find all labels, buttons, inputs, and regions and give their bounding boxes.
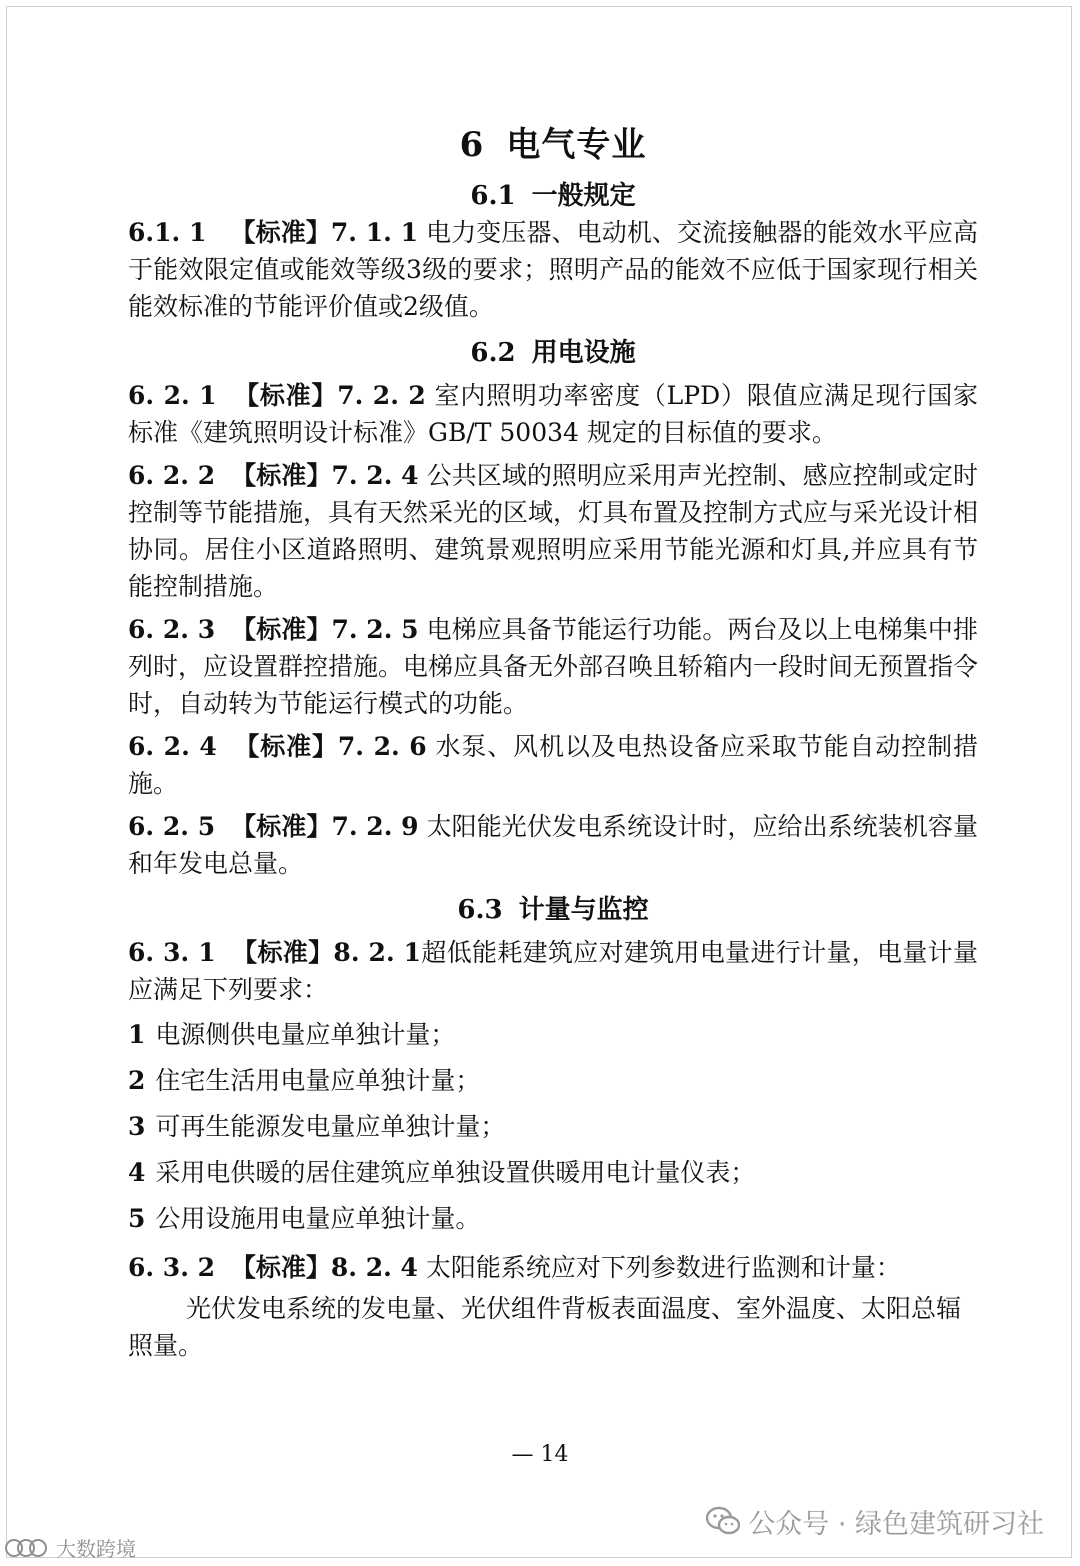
wechat-icon bbox=[706, 1506, 740, 1545]
clause-number: 6. 2. 3 bbox=[128, 615, 216, 644]
list-item-text: 可再生能源发电量应单独计量； bbox=[155, 1112, 506, 1141]
clause-number: 6. 3. 1 bbox=[128, 938, 216, 967]
clause-text: 电力变压器、电动机、交流接触器的能效水平应高于能效限定值或能效等级3级的要求；照明产品的能效不应低于国家现行相关能效标准的节能评价值或2级值。 bbox=[128, 218, 979, 321]
clause-6-2-2 bbox=[128, 457, 978, 605]
document-body bbox=[128, 112, 978, 1364]
list-item-text: 电源侧供电量应单独计量； bbox=[155, 1020, 456, 1049]
list-item bbox=[128, 1016, 978, 1053]
list-item bbox=[128, 1200, 978, 1237]
clause-reference: 【标准】8. 2. 1 bbox=[232, 938, 422, 967]
clause-text: 室内照明功率密度（LPD）限值应满足现行国家标准《建筑照明设计标准》GB/T 50034 规定的目标值的要求。 bbox=[128, 381, 979, 447]
section-title-6-1 bbox=[128, 178, 978, 214]
list-item bbox=[128, 1154, 978, 1191]
clause-6-2-4 bbox=[128, 728, 978, 802]
section-title-6-2 bbox=[128, 335, 978, 371]
clause-number: 6. 2. 1 bbox=[128, 381, 217, 410]
section-number: 6.2 bbox=[470, 338, 516, 368]
clause-6-2-3 bbox=[128, 611, 978, 722]
clause-text: 电梯应具备节能运行功能。两台及以上电梯集中排列时，应设置群控措施。电梯应具备无外部召唤且轿箱内一段时间无预置指令时，自动转为节能运行模式的功能。 bbox=[128, 615, 979, 718]
clause-6-3-2 bbox=[128, 1249, 978, 1286]
clause-number: 6. 3. 2 bbox=[128, 1253, 215, 1282]
section-title-text: 计量与监控 bbox=[518, 895, 649, 925]
clause-reference: 【标准】7. 2. 6 bbox=[234, 732, 427, 761]
clause-text: 超低能耗建筑应对建筑用电量进行计量，电量计量应满足下列要求： bbox=[128, 938, 978, 1004]
section-number: 6.1 bbox=[470, 181, 516, 211]
clause-reference: 【标准】7. 2. 2 bbox=[234, 381, 426, 410]
clause-6-2-5 bbox=[128, 808, 978, 882]
list-item-text: 公用设施用电量应单独计量。 bbox=[155, 1204, 481, 1233]
monitoring-parameters-paragraph: 光伏发电系统的发电量、光伏组件背板表面温度、室外温度、太阳总辐照量。 bbox=[128, 1294, 962, 1360]
list-item bbox=[128, 1108, 978, 1145]
wechat-watermark-text: 公众号 · 绿色建筑研习社 bbox=[748, 1509, 1044, 1540]
clause-text: 公共区域的照明应采用声光控制、感应控制或定时控制等节能措施，具有天然采光的区域，灯具布置及控制方式应与采光设计相协同。居住小区道路照明、建筑景观照明应采用节能光源和灯具,并应具有节能控制措施。 bbox=[128, 461, 979, 601]
section-number: 6.3 bbox=[457, 895, 503, 925]
list-item-text: 住宅生活用电量应单独计量； bbox=[155, 1066, 481, 1095]
clause-reference: 【标准】7. 1. 1 bbox=[230, 218, 419, 247]
clause-6-1-1 bbox=[128, 214, 978, 325]
clause-6-3-1 bbox=[128, 934, 978, 1008]
section-title-text: 用电设施 bbox=[531, 338, 636, 368]
metering-requirements-list bbox=[128, 1016, 978, 1237]
clause-reference: 【标准】8. 2. 4 bbox=[230, 1253, 418, 1282]
clause-number: 6. 2. 2 bbox=[128, 461, 216, 490]
clause-text: 太阳能系统应对下列参数进行监测和计量： bbox=[425, 1253, 901, 1282]
section-title-6-3 bbox=[128, 892, 978, 928]
clause-6-2-1 bbox=[128, 377, 978, 451]
clause-text: 水泵、风机以及电热设备应采取节能自动控制措施。 bbox=[128, 732, 978, 798]
list-item-number: 3 bbox=[128, 1112, 146, 1141]
chapter-number: 6 bbox=[459, 125, 485, 165]
list-item-number: 2 bbox=[128, 1066, 146, 1095]
list-item-number: 5 bbox=[128, 1204, 146, 1233]
list-item-text: 采用电供暖的居住建筑应单独设置供暖用电计量仪表； bbox=[155, 1158, 756, 1187]
page-number: — 14 bbox=[511, 1442, 569, 1467]
source-watermark bbox=[4, 1536, 136, 1565]
clause-number: 6.1. 1 bbox=[128, 218, 207, 247]
clause-reference: 【标准】7. 2. 9 bbox=[231, 812, 419, 841]
chapter-title bbox=[128, 112, 978, 178]
brand-logo-icon bbox=[4, 1537, 52, 1565]
clause-number: 6. 2. 5 bbox=[128, 812, 216, 841]
list-item-number: 1 bbox=[128, 1020, 146, 1049]
chapter-title-text: 电气专业 bbox=[506, 125, 647, 165]
source-watermark-text: 大数跨境 bbox=[56, 1537, 136, 1561]
section-title-text: 一般规定 bbox=[531, 181, 636, 211]
clause-text: 太阳能光伏发电系统设计时，应给出系统装机容量和年发电总量。 bbox=[128, 812, 978, 878]
list-item bbox=[128, 1062, 978, 1099]
clause-reference: 【标准】7. 2. 4 bbox=[231, 461, 419, 490]
clause-number: 6. 2. 4 bbox=[128, 732, 217, 761]
list-item-number: 4 bbox=[128, 1158, 146, 1187]
clause-reference: 【标准】7. 2. 5 bbox=[231, 615, 419, 644]
wechat-watermark bbox=[706, 1506, 1044, 1545]
